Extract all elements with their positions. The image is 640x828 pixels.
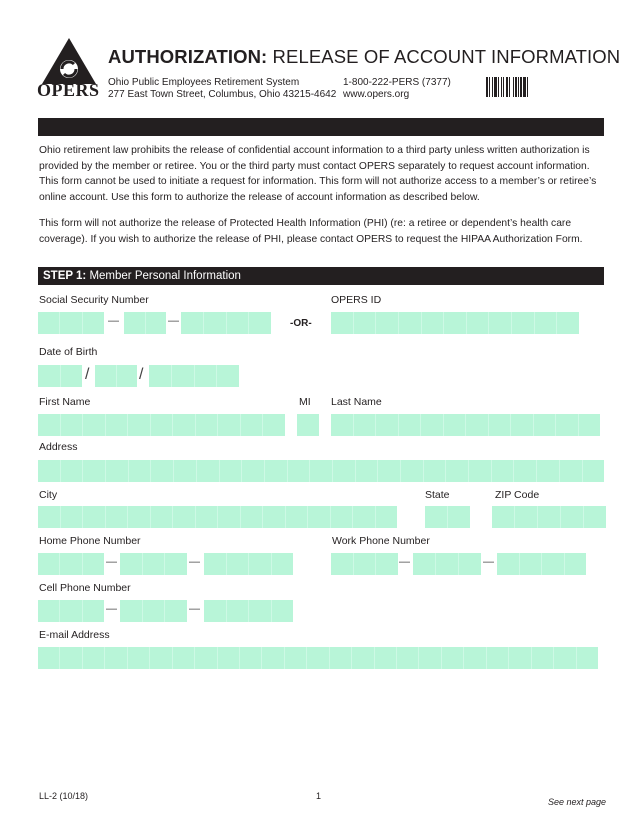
field-cell — [425, 506, 448, 528]
mi-label: MI — [299, 396, 311, 408]
field-cell — [444, 414, 467, 436]
form-code: LL-2 (10/18) — [39, 791, 89, 801]
email-label: E-mail Address — [39, 629, 110, 641]
ssn-field-part1[interactable] — [38, 312, 104, 334]
field-cell — [288, 460, 311, 482]
home-phone-line-field[interactable] — [204, 553, 293, 575]
field-cell — [204, 312, 227, 334]
field-cell — [538, 506, 561, 528]
field-cell — [579, 414, 601, 436]
field-cell — [242, 460, 265, 482]
field-cell — [60, 553, 82, 575]
field-cell — [151, 460, 174, 482]
ssn-dash-1: — — [108, 315, 119, 327]
field-cell — [38, 365, 61, 387]
field-cell — [535, 312, 558, 334]
field-cell — [286, 506, 309, 528]
cell-phone-label: Cell Phone Number — [39, 582, 131, 594]
opers-logo-icon — [40, 38, 98, 86]
field-cell — [285, 647, 307, 669]
ssn-label: Social Security Number — [39, 294, 149, 306]
barcode-bar — [486, 77, 488, 97]
field-cell — [263, 414, 285, 436]
barcode-bar — [513, 77, 514, 97]
opers-id-field[interactable] — [331, 312, 579, 334]
field-cell — [174, 460, 197, 482]
field-cell — [565, 553, 587, 575]
field-cell — [446, 460, 469, 482]
step1-label: STEP 1: — [43, 270, 87, 282]
field-cell — [421, 414, 444, 436]
field-cell — [489, 312, 512, 334]
field-cell — [467, 312, 490, 334]
field-cell — [331, 506, 354, 528]
field-cell — [195, 365, 218, 387]
field-cell — [262, 647, 284, 669]
field-cell — [249, 312, 271, 334]
field-cell — [512, 312, 535, 334]
cell-phone-area-field[interactable] — [38, 600, 104, 622]
barcode-bar — [523, 77, 526, 97]
dob-year-field[interactable] — [149, 365, 239, 387]
field-cell — [151, 506, 174, 528]
field-cell — [464, 647, 486, 669]
field-cell — [106, 414, 129, 436]
field-cell — [444, 312, 467, 334]
field-cell — [204, 600, 227, 622]
field-cell — [128, 647, 150, 669]
field-cell — [124, 312, 146, 334]
field-cell — [83, 414, 106, 436]
field-cell — [532, 647, 554, 669]
cell-phone-prefix-field[interactable] — [120, 600, 187, 622]
barcode-icon — [486, 77, 540, 97]
field-cell — [95, 365, 117, 387]
barcode-bar — [489, 77, 490, 97]
field-cell — [583, 460, 605, 482]
title-bold: AUTHORIZATION: — [108, 46, 268, 67]
field-cell — [241, 506, 264, 528]
field-cell — [61, 365, 83, 387]
dob-slash-1: / — [85, 366, 90, 383]
work-phone-dash-1: — — [399, 556, 410, 568]
field-cell — [173, 647, 195, 669]
ssn-field-part2[interactable] — [124, 312, 166, 334]
field-cell — [196, 506, 219, 528]
state-label: State — [425, 489, 450, 501]
field-cell — [146, 312, 167, 334]
field-cell — [38, 600, 60, 622]
field-cell — [378, 460, 401, 482]
field-cell — [537, 460, 560, 482]
field-cell — [173, 506, 196, 528]
intro-paragraph-2: This form will not authorize the release of Protected Health Information (PHI) (re: a retiree or dependent’s health care coverage). If you wish to authorize the release of PHI, please contact OPERS to request the HIPAA Authorization Form. — [39, 218, 583, 245]
field-cell — [376, 312, 399, 334]
field-cell — [356, 460, 379, 482]
field-cell — [61, 460, 84, 482]
field-cell — [514, 460, 537, 482]
field-cell — [330, 647, 352, 669]
barcode-bar — [501, 77, 502, 97]
field-cell — [38, 460, 61, 482]
field-cell — [399, 312, 422, 334]
field-cell — [333, 460, 356, 482]
field-cell — [106, 460, 129, 482]
field-cell — [515, 506, 538, 528]
field-cell — [106, 506, 129, 528]
field-cell — [561, 506, 584, 528]
page-number: 1 — [316, 791, 322, 801]
state-field[interactable] — [425, 506, 470, 528]
barcode-bar — [509, 77, 510, 97]
field-cell — [172, 365, 195, 387]
field-cell — [560, 460, 583, 482]
field-cell — [83, 553, 104, 575]
cell-phone-dash-2: — — [189, 603, 200, 615]
work-phone-dash-2: — — [483, 556, 494, 568]
field-cell — [220, 460, 243, 482]
cell-phone-line-field[interactable] — [204, 600, 293, 622]
field-cell — [265, 460, 288, 482]
field-cell — [331, 553, 354, 575]
first-name-field[interactable] — [38, 414, 285, 436]
field-cell — [263, 506, 286, 528]
field-cell — [60, 600, 82, 622]
address-field[interactable] — [38, 460, 604, 482]
barcode-bar — [515, 77, 517, 97]
field-cell — [60, 312, 82, 334]
field-cell — [492, 506, 515, 528]
field-cell — [376, 553, 398, 575]
field-cell — [436, 553, 459, 575]
field-cell — [38, 647, 60, 669]
see-next-page: See next page — [548, 797, 607, 807]
work-phone-prefix-field[interactable] — [413, 553, 481, 575]
field-cell — [397, 647, 419, 669]
field-cell — [534, 414, 557, 436]
zip-field[interactable] — [492, 506, 606, 528]
work-phone-label: Work Phone Number — [332, 535, 430, 547]
city-field[interactable] — [38, 506, 397, 528]
field-cell — [150, 647, 172, 669]
field-cell — [60, 647, 82, 669]
field-cell — [120, 553, 143, 575]
dob-month-field[interactable] — [38, 365, 82, 387]
address-label: Address — [39, 441, 78, 453]
field-cell — [149, 365, 172, 387]
barcode-bar — [506, 77, 508, 97]
org-name: Ohio Public Employees Retirement System — [108, 77, 300, 88]
work-phone-area-field[interactable] — [331, 553, 398, 575]
field-cell — [38, 553, 60, 575]
field-cell — [469, 460, 492, 482]
field-cell — [308, 506, 331, 528]
home-phone-area-field[interactable] — [38, 553, 104, 575]
website: www.opers.org — [343, 89, 410, 100]
field-cell — [331, 312, 354, 334]
field-cell — [520, 553, 543, 575]
field-cell — [204, 553, 227, 575]
field-cell — [419, 647, 441, 669]
field-cell — [197, 460, 220, 482]
cell-phone-dash-1: — — [106, 603, 117, 615]
field-cell — [401, 460, 424, 482]
home-phone-dash-1: — — [106, 556, 117, 568]
field-cell — [442, 647, 464, 669]
field-cell — [217, 365, 239, 387]
barcode-bar — [527, 77, 528, 97]
field-cell — [165, 553, 187, 575]
field-cell — [556, 414, 579, 436]
phone-number: 1-800-222-PERS (7377) — [343, 77, 451, 88]
field-cell — [272, 553, 294, 575]
or-separator: -OR- — [290, 318, 312, 329]
field-cell — [151, 414, 174, 436]
field-cell — [218, 506, 241, 528]
field-cell — [129, 460, 152, 482]
field-cell — [165, 600, 187, 622]
field-cell — [241, 414, 264, 436]
step1-title: Member Personal Information — [86, 270, 241, 282]
field-cell — [227, 600, 250, 622]
work-phone-line-field[interactable] — [497, 553, 586, 575]
barcode-bar — [494, 77, 497, 97]
field-cell — [143, 600, 166, 622]
header-bar — [38, 118, 604, 136]
field-cell — [117, 365, 138, 387]
field-cell — [376, 506, 398, 528]
field-cell — [218, 414, 241, 436]
field-cell — [218, 647, 240, 669]
field-cell — [38, 506, 61, 528]
field-cell — [249, 600, 272, 622]
field-cell — [272, 600, 294, 622]
field-cell — [487, 647, 509, 669]
zip-label: ZIP Code — [495, 489, 540, 501]
field-cell — [584, 506, 606, 528]
field-cell — [83, 647, 105, 669]
field-cell — [120, 600, 143, 622]
field-cell — [227, 312, 250, 334]
field-cell — [83, 600, 104, 622]
field-cell — [354, 553, 377, 575]
dob-slash-2: / — [139, 366, 144, 383]
field-cell — [61, 506, 84, 528]
barcode-bar — [498, 77, 499, 97]
first-name-label: First Name — [39, 396, 91, 408]
field-cell — [240, 647, 262, 669]
barcode-bar — [518, 77, 519, 97]
field-cell — [227, 553, 250, 575]
field-cell — [577, 647, 598, 669]
field-cell — [249, 553, 272, 575]
field-cell — [354, 312, 377, 334]
field-cell — [492, 460, 515, 482]
field-cell — [542, 553, 565, 575]
field-cell — [466, 414, 489, 436]
field-cell — [196, 414, 219, 436]
field-cell — [375, 647, 397, 669]
org-address: 277 East Town Street, Columbus, Ohio 43215-4642 — [108, 89, 337, 100]
step1-header — [38, 267, 604, 285]
field-cell — [83, 460, 106, 482]
field-cell — [459, 553, 481, 575]
mi-field[interactable] — [297, 414, 319, 436]
field-cell — [173, 414, 196, 436]
field-cell — [331, 414, 354, 436]
barcode-bar — [503, 77, 504, 97]
field-cell — [424, 460, 447, 482]
field-cell — [195, 647, 217, 669]
page-title — [108, 46, 620, 68]
field-cell — [38, 312, 60, 334]
home-phone-label: Home Phone Number — [39, 535, 141, 547]
field-cell — [297, 414, 319, 436]
title-rest: RELEASE OF ACCOUNT INFORMATION — [267, 46, 621, 67]
field-cell — [497, 553, 520, 575]
email-field[interactable] — [38, 647, 598, 669]
field-cell — [128, 506, 151, 528]
field-cell — [489, 414, 512, 436]
field-cell — [105, 647, 127, 669]
field-cell — [422, 312, 445, 334]
field-cell — [310, 460, 333, 482]
last-name-field[interactable] — [331, 414, 600, 436]
field-cell — [307, 647, 329, 669]
field-cell — [83, 506, 106, 528]
field-cell — [61, 414, 84, 436]
field-cell — [557, 312, 579, 334]
dob-day-field[interactable] — [95, 365, 137, 387]
logo-text: OPERS — [37, 80, 100, 100]
home-phone-prefix-field[interactable] — [120, 553, 187, 575]
field-cell — [511, 414, 534, 436]
field-cell — [509, 647, 531, 669]
field-cell — [354, 414, 377, 436]
last-name-label: Last Name — [331, 396, 382, 408]
field-cell — [399, 414, 422, 436]
barcode-bar — [520, 77, 522, 97]
dob-label: Date of Birth — [39, 346, 98, 358]
intro-paragraph-1: Ohio retirement law prohibits the release of confidential account information to a third party unless written authorization is provided by the member or retiree. You or the third party must contact OPERS separately to request account information. This form cannot be used to initiate a request for information. This form will not authorize access to a member’s or retiree’s online account. Use this form to authorize the release of account information as described below. — [39, 145, 597, 203]
city-label: City — [39, 489, 58, 501]
ssn-field-part3[interactable] — [181, 312, 271, 334]
field-cell — [353, 506, 376, 528]
field-cell — [413, 553, 436, 575]
barcode-bar — [492, 77, 493, 97]
field-cell — [38, 414, 61, 436]
field-cell — [554, 647, 576, 669]
opers-id-label: OPERS ID — [331, 294, 382, 306]
field-cell — [83, 312, 104, 334]
field-cell — [128, 414, 151, 436]
field-cell — [352, 647, 374, 669]
home-phone-dash-2: — — [189, 556, 200, 568]
field-cell — [376, 414, 399, 436]
field-cell — [448, 506, 470, 528]
ssn-dash-2: — — [168, 315, 179, 327]
field-cell — [181, 312, 204, 334]
field-cell — [143, 553, 166, 575]
